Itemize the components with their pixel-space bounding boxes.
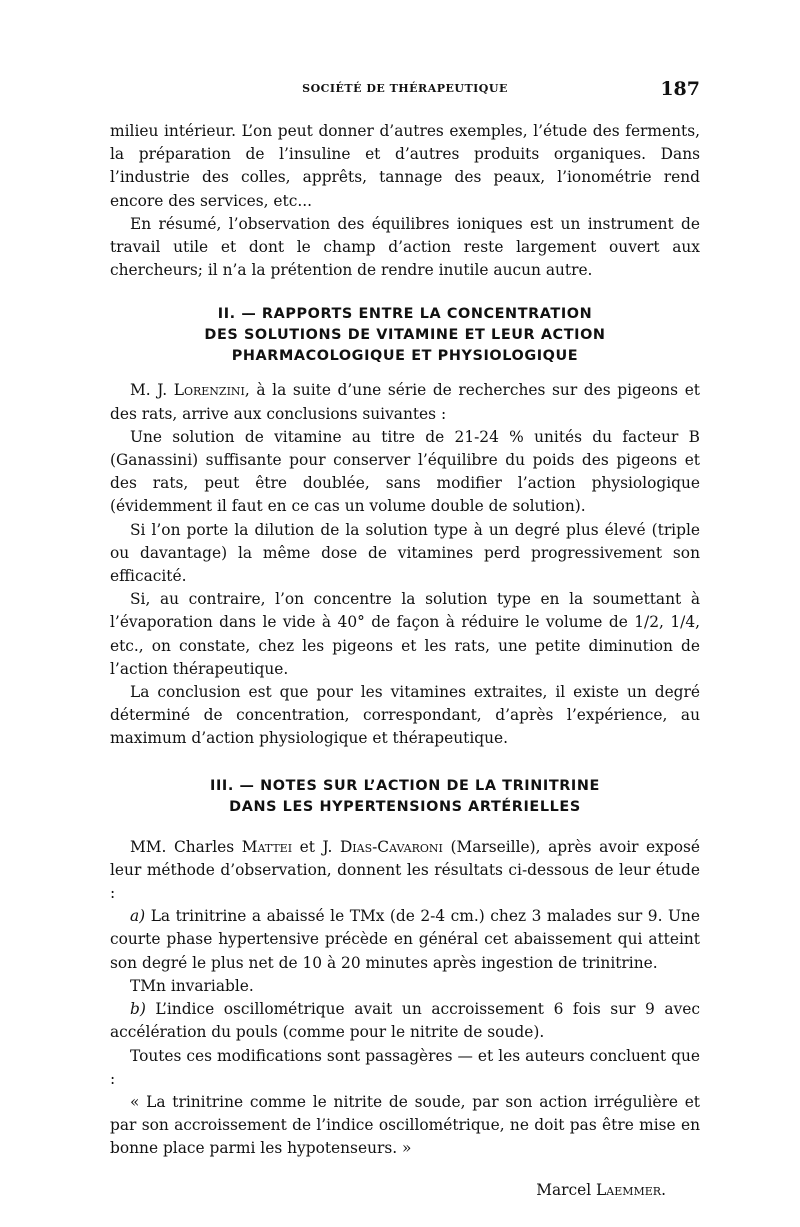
- list-item-b: [110, 998, 700, 1044]
- page-body: [110, 120, 700, 1202]
- paragraph: TMn invariable.: [130, 976, 254, 995]
- signature: [110, 1179, 700, 1202]
- paragraph: Si, au contraire, l’on concentre la solution type en la soumettant à l’évaporation dans le vide à 40° de façon à réduire le volume de 1/2, 1/4, etc., on constate, chez les pigeons et les rats, une petite diminution de l’action thérapeutique.: [110, 590, 700, 678]
- text: (Marseille), après avoir exposé leur méthode d’observation, donnent les résultats ci-dessous de leur étude :: [110, 837, 700, 903]
- paragraph: Toutes ces modifications sont passagères — et les auteurs concluent que :: [110, 1046, 700, 1088]
- paragraph-author-intro: [110, 379, 700, 425]
- quotation: « La trinitrine comme le nitrite de soude, par son action irrégulière et par son accroissement de l’indice oscillométrique, ne doit pas être mise en bonne place parmi les hypotenseurs. »: [110, 1092, 700, 1158]
- list-item-a: [110, 905, 700, 975]
- text: et J.: [292, 837, 340, 856]
- section-heading-line: DANS LES HYPERTENSIONS ARTÉRIELLES: [229, 798, 581, 815]
- running-title: SOCIÉTÉ DE THÉRAPEUTIQUE: [302, 82, 508, 95]
- paragraph: La conclusion est que pour les vitamines extraites, il existe un degré déterminé de concentration, correspondant, d’après l’expérience, au maximum d’action physiologique et thérapeutique.: [110, 683, 700, 748]
- section-heading-2: [110, 304, 700, 367]
- section-heading-line: DES SOLUTIONS DE VITAMINE ET LEUR ACTION: [204, 327, 606, 344]
- paragraph-authors: [110, 836, 700, 906]
- section-heading-line: PHARMACOLOGIQUE ET PHYSIOLOGIQUE: [231, 348, 579, 365]
- text: MM. Charles: [130, 837, 242, 856]
- item-text: La trinitrine a abaissé le TMx (de 2-4 cm.) chez 3 malades sur 9. Une courte phase hypertensive précède en général cet abaissement qui atteint son degré le plus net de 10 à 20 minutes après ingestion de trinitrine.: [110, 907, 700, 972]
- paragraph-summary: En résumé, l’observation des équilibres ioniques est un instrument de travail utile et dont le champ d’action reste largement ouvert aux chercheurs; il n’a la prétention de rendre inutile aucun autre.: [110, 214, 700, 280]
- item-label: b): [130, 1000, 146, 1019]
- signature-first: Marcel: [536, 1180, 597, 1199]
- signature-end: .: [661, 1180, 666, 1199]
- author-name: Mattei: [241, 837, 293, 856]
- item-text: L’indice oscillométrique avait un accroissement 6 fois sur 9 avec accélération du pouls (comme pour le nitrite de soude).: [110, 1000, 700, 1042]
- author-prefix: M. J.: [130, 381, 174, 400]
- section-heading-line: III. — NOTES SUR L’ACTION DE LA TRINITRINE: [210, 777, 600, 794]
- paragraph: Si l’on porte la dilution de la solution type à un degré plus élevé (triple ou davantage) la même dose de vitamines perd progressivement son efficacité.: [110, 520, 700, 586]
- section-heading-line: II. — RAPPORTS ENTRE LA CONCENTRATION: [217, 306, 593, 323]
- signature-last: Laemmer: [596, 1180, 662, 1199]
- author-name: Dias-Cavaroni: [339, 837, 443, 856]
- running-head: [110, 78, 700, 102]
- page-number: 187: [660, 78, 700, 100]
- author-name: Lorenzini: [173, 381, 245, 400]
- paragraph-continued: milieu intérieur. L’on peut donner d’autres exemples, l’étude des ferments, la préparation de l’insuline et d’autres produits organiques. Dans l’industrie des colles, apprêts, tannage des peaux, l’ionométrie rend encore des services, etc...: [110, 122, 700, 210]
- paragraph-text: , à la suite d’une série de recherches sur des pigeons et des rats, arrive aux conclusions suivantes :: [110, 381, 700, 423]
- paragraph: Une solution de vitamine au titre de 21-24 % unités du facteur B (Ganassini) suffisante pour conserver l’équilibre du poids des pigeons et des rats, peut être doublée, sans modifier l’action physiologique (évidemment il faut en ce cas un volume double de solution).: [110, 427, 700, 516]
- item-label: a): [130, 907, 146, 926]
- section-heading-3: [110, 776, 700, 818]
